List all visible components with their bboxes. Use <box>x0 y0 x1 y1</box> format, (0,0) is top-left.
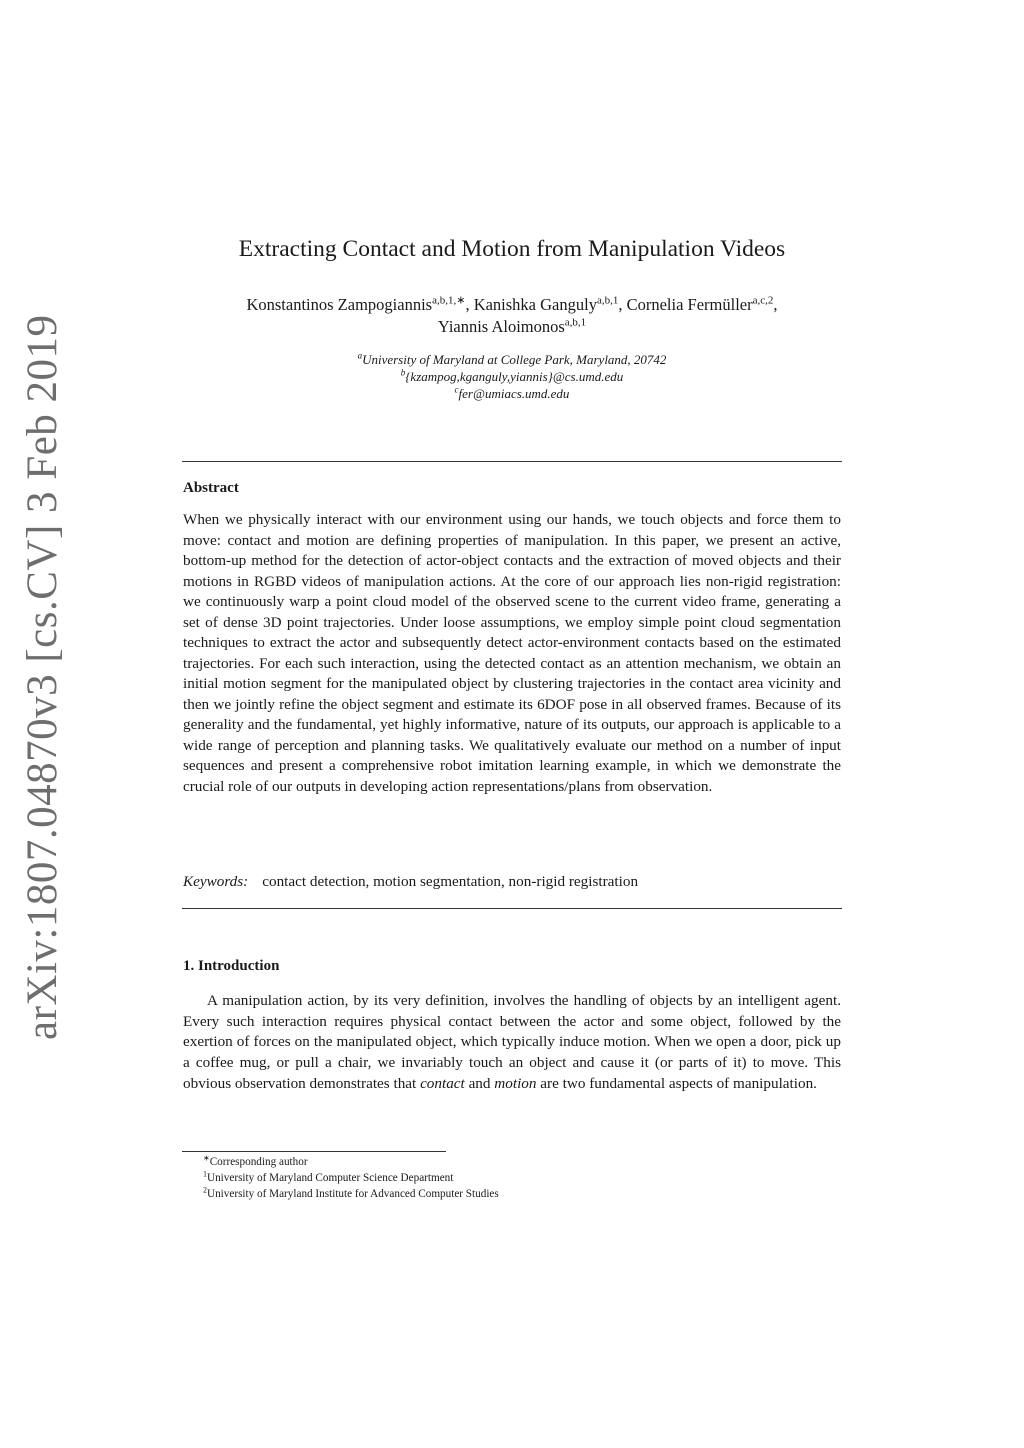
affiliation-line <box>180 351 844 368</box>
footnote-mark: 2 <box>203 1185 207 1195</box>
keywords-line <box>183 873 638 891</box>
intro-text-before: A manipulation action, by its very definition, involves the handling of objects by an intelligent agent. Every such interaction requires physical contact between the actor and some object, followed by the exertion of forces on the manipulated object, which typically induce motion. When we open a door, pick up a coffee mug, or pull a chair, we invariably touch an object and cause it (or parts of it) to move. This obvious observation demonstrates that <box>183 992 841 1092</box>
affiliation-text: University of Maryland at College Park, Maryland, 20742 <box>362 352 667 367</box>
author-marks: a,b,1 <box>596 294 619 307</box>
author-marks: a,c,2 <box>752 294 774 307</box>
author-separator: , <box>465 295 474 314</box>
author-marks: a,b,1 <box>564 316 587 329</box>
author-name: Konstantinos Zampogiannis <box>246 295 433 314</box>
footnote-mark: 1 <box>203 1169 207 1179</box>
footnote <box>203 1154 499 1170</box>
author-marks: a,b,1,∗ <box>432 294 466 307</box>
footnote-text: University of Maryland Computer Science Department <box>207 1172 454 1184</box>
affiliation-mark: c <box>454 384 459 395</box>
keywords-text: contact detection, motion segmentation, non-rigid registration <box>262 873 639 890</box>
author-name: Cornelia Fermüller <box>626 295 753 314</box>
footnote <box>203 1186 499 1202</box>
affiliation-line <box>180 385 844 402</box>
footnote-text: University of Maryland Institute for Advanced Computer Studies <box>207 1188 499 1200</box>
intro-emphasis-motion: motion <box>494 1074 537 1092</box>
keywords-label: Keywords: <box>183 873 249 890</box>
paper-title: Extracting Contact and Motion from Manipulation Videos <box>238 236 786 262</box>
intro-text-mid: and <box>464 1074 495 1092</box>
footnote-mark: ∗ <box>203 1153 210 1163</box>
footnote <box>203 1170 499 1186</box>
author-name: Kanishka Ganguly <box>473 295 597 314</box>
intro-emphasis-contact: contact <box>420 1074 465 1092</box>
affiliation-mark: a <box>357 350 363 361</box>
section-heading-introduction: 1. Introduction <box>183 958 280 974</box>
author-separator: , <box>618 295 627 314</box>
footnote-rule <box>182 1151 446 1152</box>
author-list <box>180 294 844 338</box>
abstract-bottom-rule <box>182 908 842 909</box>
affiliation-mark: b <box>400 367 406 378</box>
abstract-body: When we physically interact with our environment using our hands, we touch objects and force them to move: contact and motion are defining properties of manipulation. In this paper, we present an active, bottom-up method for the detection of actor-object contacts and the extraction of moved objects and their motions in RGBD videos of manipulation actions. At the core of our approach lies non-rigid registration: we continuously warp a point cloud model of the observed scene to the current video frame, generating a set of dense 3D point trajectories. Under loose assumptions, we employ simple point cloud segmentation techniques to extract the actor and subsequently detect actor-environment contacts based on the estimated trajectories. For each such interaction, using the detected contact as an attention mechanism, we obtain an initial motion segment for the manipulated object by clustering trajectories in the contact area vicinity and then we jointly refine the object segment and estimate its 6DOF pose in all observed frames. Because of its generality and the fundamental, yet highly informative, nature of its outputs, our approach is applicable to a wide range of perception and planning tasks. We qualitatively evaluate our method on a number of input sequences and present a comprehensive robot imitation learning example, in which we demonstrate the crucial role of our outputs in developing action representations/plans from observation. <box>183 511 841 795</box>
introduction-paragraph <box>183 991 841 1095</box>
arxiv-identifier: arXiv:1807.04870v3 [cs.CV] 3 Feb 2019 <box>19 314 66 1040</box>
abstract-heading: Abstract <box>183 480 239 496</box>
affiliation-text: {kzampog,kganguly,yiannis}@cs.umd.edu <box>405 369 624 384</box>
footnote-list <box>203 1154 499 1202</box>
author-name: Yiannis Aloimonos <box>437 317 565 336</box>
affiliation-line <box>180 368 844 385</box>
abstract-top-rule <box>182 461 842 462</box>
intro-text-after: are two fundamental aspects of manipulation. <box>536 1074 817 1092</box>
footnote-text: Corresponding author <box>209 1156 308 1168</box>
author-separator: , <box>773 295 778 314</box>
affiliation-text: fer@umiacs.umd.edu <box>458 386 570 401</box>
affiliation-list <box>180 351 844 402</box>
